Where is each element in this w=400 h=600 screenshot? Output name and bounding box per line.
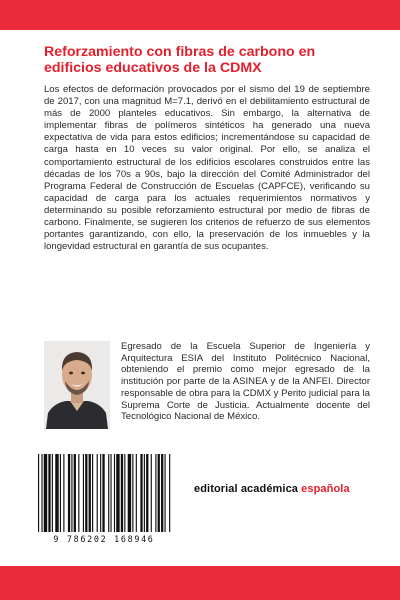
publisher-name-accent: española — [301, 483, 350, 495]
publisher-name — [194, 483, 374, 495]
publisher-name-main: editorial académica — [194, 483, 302, 495]
bottom-color-band — [0, 566, 400, 600]
book-summary: Los efectos de deformación provocados por el sismo del 19 de septiembre de 2017, con una magnitud M=7.1, derivó en el debilitamiento estructural de más de 2000 planteles educativos. Sin embargo, la alternativa de implementar fibras de polímeros sintéticos ha generado una nueva expectativa de vida para estos edificios; incrementándose su capacidad de carga hasta en 10 veces su valor original. Por ello, se analiza el comportamiento estructural de los edificios escolares construidos entre las décadas de los 70s a 90s, bajo la dirección del Comité Administrador del Programa Federal de Construcción de Escuelas (CAPFCE), verificando su capacidad de carga para los actuales requerimientos normativos y determinando su posible reforzamiento estructural por medio de fibras de carbono. Finalmente, se sugieren los criterios de refuerzo de sus elementos portantes garantizando, con ello, la preservación de los inmuebles y la longevidad estructural en garantía de sus ocupantes. — [44, 84, 370, 253]
author-photo — [44, 341, 110, 429]
top-color-band — [0, 0, 400, 30]
barcode-bars-icon — [34, 454, 174, 534]
isbn-number: 9 786202 168946 — [53, 534, 155, 544]
author-bio: Egresado de la Escuela Superior de Ingeniería y Arquitectura ESIA del Instituto Politécnico Nacional, obteniendo el premio como mejor egresado de la institución por parte de la ASINEA y de la ANFEI. Director responsable de obra para la CDMX y Perito judicial para la Suprema Corte de Justicia. Actualmente docente del Tecnológico Nacional de México. — [121, 341, 370, 423]
author-portrait-icon — [44, 341, 110, 429]
isbn-barcode — [34, 454, 174, 546]
book-title: Reforzamiento con fibras de carbono en edificios educativos de la CDMX — [44, 44, 316, 76]
